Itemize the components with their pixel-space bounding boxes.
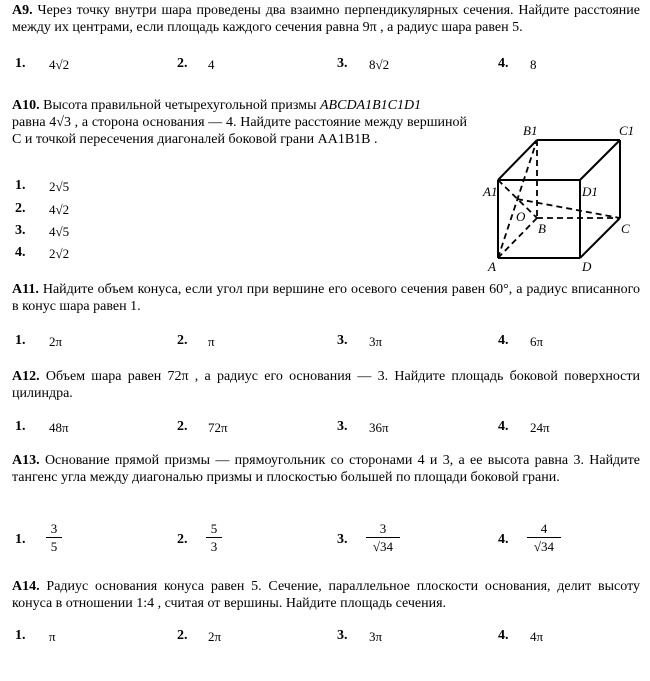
label-c: C: [621, 221, 630, 236]
fraction-denominator: √34: [533, 539, 555, 554]
option-value: 72π: [208, 420, 228, 435]
prism-name: ABCDA1B1C1D1: [320, 98, 422, 113]
question-label: A9.: [12, 3, 33, 18]
option-number: 3.: [337, 419, 348, 434]
option-number: 4.: [15, 245, 26, 260]
option-value: 6π: [530, 334, 544, 349]
question-text: Радиус основания конуса равен 5. Сечение, параллельное плоскости основания, делит высоту конуса в отношении 1:4 , считая от вершины. Найдите площадь сечения.: [12, 579, 641, 611]
option-value: π: [49, 629, 56, 644]
option-number: 1.: [15, 56, 26, 71]
label-d1: D1: [582, 184, 598, 199]
label-b1: B1: [523, 123, 538, 138]
option-value: 3π: [369, 629, 383, 644]
option-value: 4: [208, 57, 215, 72]
option-value: 36π: [369, 420, 389, 435]
option-value: 2π: [49, 334, 63, 349]
label-b: B: [538, 221, 546, 236]
option-number: 2.: [177, 56, 188, 71]
question-text: Через точку внутри шара проведены два взаимно перпендикулярных сечения. Найдите расстояние между их центрами, если площадь каждого сечения равна 9π , а радиус шара равен 5.: [12, 3, 640, 35]
option-number: 3.: [15, 223, 26, 238]
question-text: равна 4√3 , а сторона основания — 4. Найдите расстояние между вершиной C и точкой пересечения диагоналей боковой грани AA1B1B .: [12, 115, 467, 147]
option-number: 1.: [15, 532, 26, 547]
option-number: 2.: [177, 628, 188, 643]
option-fraction: [46, 521, 62, 554]
option-number: 3.: [337, 532, 348, 547]
option-value: 2√5: [49, 179, 70, 194]
option-fraction: [206, 521, 222, 554]
option-fraction: [366, 521, 400, 554]
question-label: A13.: [12, 453, 40, 468]
option-value: 4√2: [49, 202, 70, 217]
label-d: D: [582, 259, 592, 274]
question-text: Найдите объем конуса, если угол при вершине его осевого сечения равен 60°, а радиус вписанного в конус шара равен 1.: [12, 282, 640, 314]
option-value: 3π: [369, 334, 383, 349]
option-number: 1.: [15, 333, 26, 348]
label-o: O: [516, 209, 526, 224]
option-number: 2.: [15, 201, 26, 216]
prism-figure: [480, 118, 640, 278]
option-value: 4√2: [49, 57, 70, 72]
option-number: 3.: [337, 333, 348, 348]
label-a: A: [488, 259, 496, 274]
question-a10: [12, 97, 640, 114]
question-a12: [12, 368, 640, 402]
option-value: 24π: [530, 420, 550, 435]
question-text: Высота правильной четырехугольной призмы: [43, 98, 317, 113]
fraction-bar: [46, 537, 62, 538]
option-value: π: [208, 334, 215, 349]
edge-c1-d1: [580, 140, 620, 180]
question-label: A14.: [12, 579, 40, 594]
option-number: 2.: [177, 419, 188, 434]
option-number: 4.: [498, 532, 509, 547]
option-value: 8√2: [369, 57, 390, 72]
option-number: 1.: [15, 178, 26, 193]
fraction-numerator: 4: [540, 521, 548, 536]
question-a14: [12, 578, 640, 612]
option-number: 4.: [498, 56, 509, 71]
fraction-numerator: 3: [50, 521, 58, 536]
question-a10-cont: [12, 114, 467, 148]
fraction-denominator: √34: [372, 539, 394, 554]
question-a13: [12, 452, 640, 486]
fraction-bar: [206, 537, 222, 538]
option-value: 2π: [208, 629, 222, 644]
question-text: Основание прямой призмы — прямоугольник со сторонами 4 и 3, а ее высота равна 3. Найдите тангенс угла между диагональю призмы и плоскостью большей по площади боковой грани.: [12, 453, 641, 485]
question-a9: [12, 2, 640, 36]
option-value: 4√5: [49, 224, 70, 239]
option-number: 3.: [337, 56, 348, 71]
option-number: 4.: [498, 333, 509, 348]
option-number: 1.: [15, 419, 26, 434]
option-value: 2√2: [49, 246, 70, 261]
fraction-denominator: 3: [210, 539, 218, 554]
question-a11: [12, 281, 640, 315]
fraction-numerator: 5: [210, 521, 218, 536]
option-number: 1.: [15, 628, 26, 643]
fraction-bar: [527, 537, 561, 538]
option-value: 4π: [530, 629, 544, 644]
option-fraction: [527, 521, 561, 554]
option-value: 48π: [49, 420, 69, 435]
question-label: A12.: [12, 369, 40, 384]
question-label: A10.: [12, 98, 40, 113]
option-number: 2.: [177, 532, 188, 547]
segment-o-c: [517, 199, 620, 218]
option-number: 4.: [498, 628, 509, 643]
label-c1: C1: [619, 123, 635, 138]
label-a1: A1: [483, 184, 498, 199]
fraction-bar: [366, 537, 400, 538]
fraction-denominator: 5: [50, 539, 58, 554]
option-value: 8: [530, 57, 537, 72]
option-number: 2.: [177, 333, 188, 348]
edge-c-d: [580, 218, 620, 258]
fraction-numerator: 3: [379, 521, 387, 536]
question-label: A11.: [12, 282, 39, 297]
question-text: Объем шара равен 72π , а радиус его основания — 3. Найдите площадь боковой поверхности цилиндра.: [12, 369, 640, 401]
option-number: 4.: [498, 419, 509, 434]
option-number: 3.: [337, 628, 348, 643]
